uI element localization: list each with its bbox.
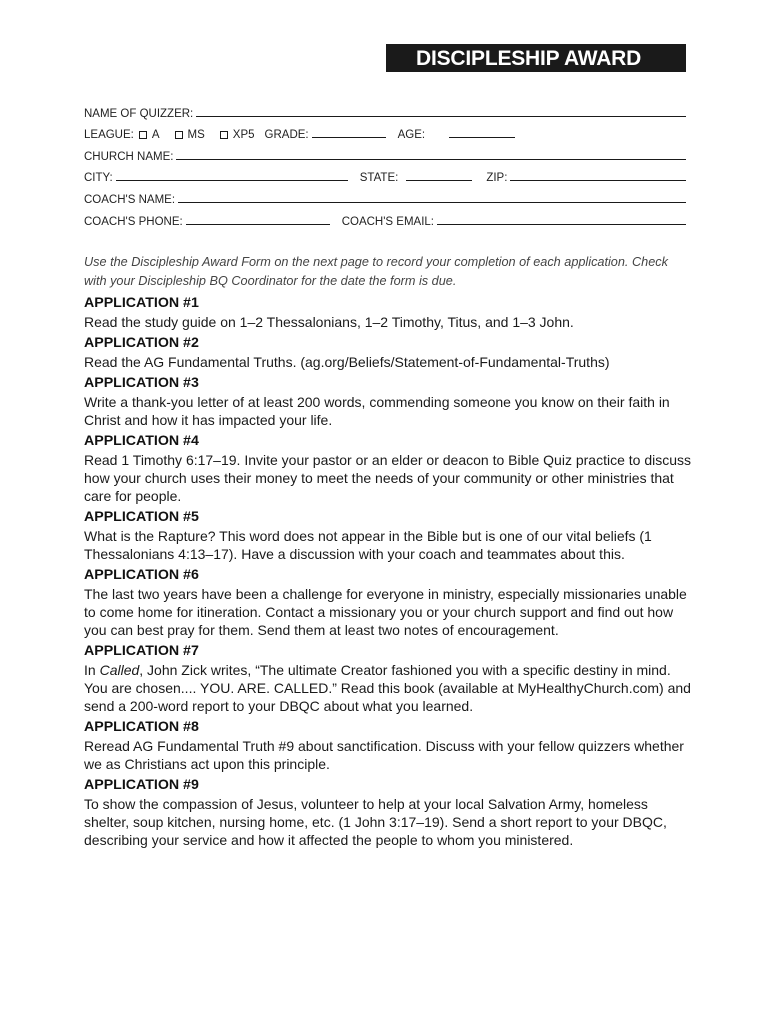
application-title: APPLICATION #4 xyxy=(84,433,199,449)
league-xp5-label: XP5 xyxy=(232,129,255,142)
name-row xyxy=(84,98,686,120)
application-title: APPLICATION #3 xyxy=(84,375,199,391)
intro-text: Use the Discipleship Award Form on the next page to record your completion of each application. Check with your Discipleship BQ Coordinator for the date the form is due. xyxy=(84,255,668,288)
city-field[interactable] xyxy=(116,180,348,181)
church-field[interactable] xyxy=(176,159,686,160)
league-a-checkbox[interactable] xyxy=(139,131,147,139)
grade-field[interactable] xyxy=(312,137,386,138)
application-item xyxy=(84,566,694,639)
coach-name-row xyxy=(84,184,686,206)
application-body-prefix: In xyxy=(84,662,100,678)
application-title: APPLICATION #7 xyxy=(84,643,199,659)
application-item xyxy=(84,508,694,563)
coach-phone-field[interactable] xyxy=(186,224,330,225)
grade-label: GRADE: xyxy=(264,129,309,142)
league-label: LEAGUE: xyxy=(84,129,134,142)
coach-contact-row xyxy=(84,206,686,228)
application-body: The last two years have been a challenge for everyone in ministry, especially missionaries unable to come home for itineration. Contact a missionary you or your church support and find out how you can best pray for them. Send them at least two notes of encouragement. xyxy=(84,586,687,638)
name-field[interactable] xyxy=(196,116,686,117)
zip-field[interactable] xyxy=(510,180,686,181)
state-label: STATE: xyxy=(359,172,399,185)
application-body: Read the AG Fundamental Truths. (ag.org/Beliefs/Statement-of-Fundamental-Truths) xyxy=(84,354,610,370)
church-row xyxy=(84,141,686,163)
coach-name-field[interactable] xyxy=(178,202,686,203)
application-body: Read the study guide on 1–2 Thessalonians, 1–2 Timothy, Titus, and 1–3 John. xyxy=(84,314,574,330)
application-title: APPLICATION #2 xyxy=(84,335,199,351)
state-field[interactable] xyxy=(406,180,472,181)
application-item xyxy=(84,718,694,773)
league-ms-checkbox[interactable] xyxy=(175,131,183,139)
application-item xyxy=(84,642,694,715)
application-title: APPLICATION #8 xyxy=(84,719,199,735)
application-item xyxy=(84,294,694,331)
age-field[interactable] xyxy=(449,137,515,138)
book-title: Called xyxy=(99,662,140,678)
league-xp5-checkbox[interactable] xyxy=(220,131,228,139)
coach-email-field[interactable] xyxy=(437,224,686,225)
application-body: Write a thank-you letter of at least 200 words, commending someone you know on their faith in Christ and how it has impacted your life. xyxy=(84,394,670,428)
city-label: CITY: xyxy=(84,172,113,185)
zip-label: ZIP: xyxy=(486,172,508,185)
coach-name-label: COACH'S NAME: xyxy=(84,193,176,206)
church-label: CHURCH NAME: xyxy=(84,150,174,163)
application-item xyxy=(84,776,694,849)
application-item xyxy=(84,432,694,505)
league-ms-label: MS xyxy=(187,129,205,142)
league-row xyxy=(84,120,686,142)
quizzer-info-form xyxy=(84,98,686,228)
application-body: To show the compassion of Jesus, volunteer to help at your local Salvation Army, homeless shelter, soup kitchen, nursing home, etc. (1 John 3:17–19). Send a short report to your DBQC, describing your service and how it affected the people to whom you ministered. xyxy=(84,796,667,848)
league-a-label: A xyxy=(151,129,160,142)
application-body-rest: , John Zick writes, “The ultimate Creator fashioned you with a specific destiny in mind. You are chosen.... YOU. ARE. CALLED.” Read this book (available at MyHealthyChurch.com) and send a 200-word report to your DBQC about what you learned. xyxy=(84,662,691,714)
application-title: APPLICATION #1 xyxy=(84,295,199,311)
page-title: DISCIPLESHIP AWARD xyxy=(386,44,686,72)
application-item xyxy=(84,334,694,371)
application-title: APPLICATION #5 xyxy=(84,509,199,525)
name-label: NAME OF QUIZZER: xyxy=(84,107,194,120)
application-body: Read 1 Timothy 6:17–19. Invite your pastor or an elder or deacon to Bible Quiz practice to discuss how your church uses their money to meet the needs of your community or other ministries that care for people. xyxy=(84,452,691,504)
application-body: Reread AG Fundamental Truth #9 about sanctification. Discuss with your fellow quizzers whether we as Christians act upon this principle. xyxy=(84,738,684,772)
application-title: APPLICATION #6 xyxy=(84,567,199,583)
coach-email-label: COACH'S EMAIL: xyxy=(341,215,434,228)
location-row xyxy=(84,163,686,185)
application-item xyxy=(84,374,694,429)
application-body xyxy=(84,661,694,715)
application-title: APPLICATION #9 xyxy=(84,777,199,793)
coach-phone-label: COACH'S PHONE: xyxy=(84,215,183,228)
application-body: What is the Rapture? This word does not appear in the Bible but is one of our vital beliefs (1 Thessalonians 4:13–17). Have a discussion with your coach and teammates about this. xyxy=(84,528,652,562)
age-label: AGE: xyxy=(397,129,426,142)
applications-list xyxy=(84,294,694,852)
